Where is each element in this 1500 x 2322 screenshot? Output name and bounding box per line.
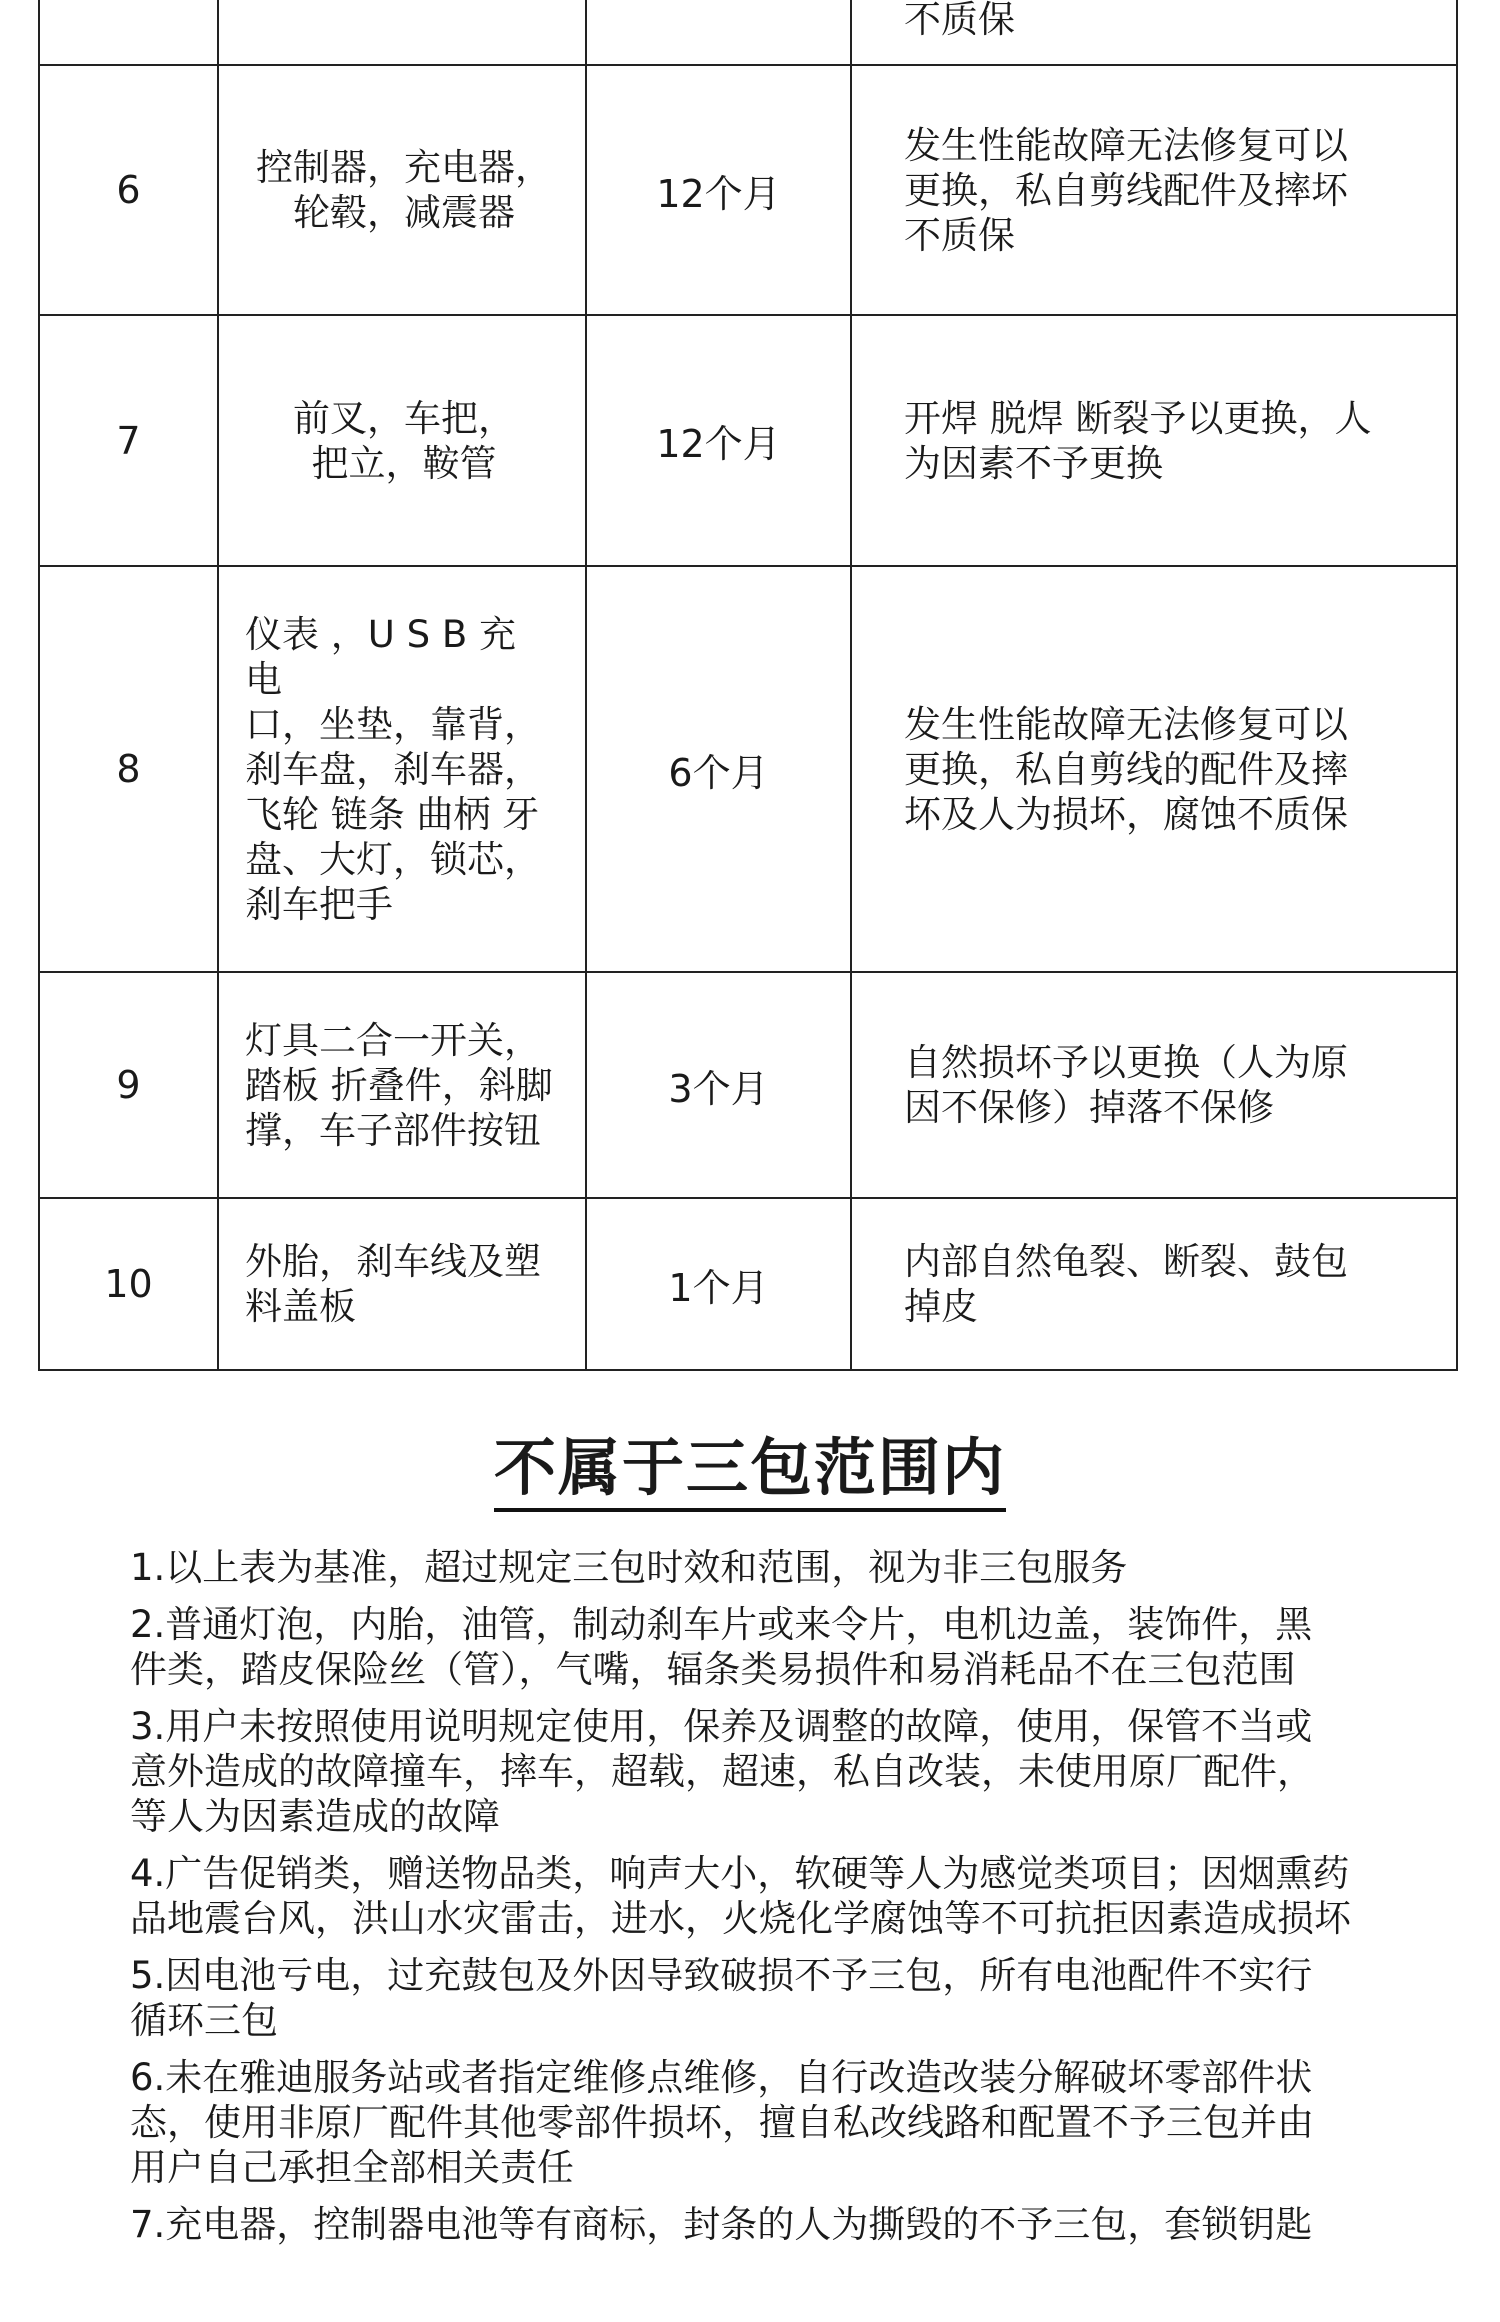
cell-policy — [851, 972, 1457, 1198]
table-row — [39, 1198, 1457, 1370]
parts-line: 把立，鞍管 — [311, 441, 497, 485]
cell-period — [586, 0, 851, 65]
rule-item — [130, 1851, 1380, 1941]
policy-line: 更换，私自剪线的配件及摔 — [904, 747, 1348, 791]
cell-period: 6个月 — [586, 566, 851, 972]
rule-line: 循环三包 — [130, 1999, 278, 2042]
cell-number: 10 — [39, 1198, 218, 1370]
rule-item — [130, 2202, 1380, 2247]
section-title: 不属于三包范围内 — [494, 1431, 1006, 1512]
cell-period: 12个月 — [586, 65, 851, 315]
rule-item — [130, 1704, 1380, 1839]
policy-line: 发生性能故障无法修复可以 — [904, 702, 1348, 746]
parts-line: 踏板 折叠件，斜脚 — [245, 1063, 553, 1107]
cell-policy — [851, 0, 1457, 65]
cell-period: 1个月 — [586, 1198, 851, 1370]
parts-line: 料盖板 — [245, 1285, 356, 1328]
rule-line: 态，使用非原厂配件其他零部件损坏，擅自私改线路和配置不予三包并由 — [130, 2101, 1314, 2144]
table-row — [39, 315, 1457, 566]
policy-line: 自然损坏予以更换（人为原 — [904, 1041, 1348, 1084]
parts-line: 口，坐垫，靠背， — [245, 702, 541, 746]
cell-policy — [851, 65, 1457, 315]
parts-line: 前叉，车把， — [293, 396, 515, 440]
policy-line: 不质保 — [904, 0, 1015, 41]
cell-parts — [218, 972, 586, 1198]
cell-parts — [218, 566, 586, 972]
table-row — [39, 972, 1457, 1198]
policy-line: 因不保修）掉落不保修 — [904, 1086, 1274, 1129]
parts-line: 盘、大灯，锁芯， — [245, 837, 541, 881]
parts-line: 飞轮 链条 曲柄 牙 — [245, 792, 540, 836]
rule-line: 意外造成的故障撞车，摔车，超载，超速，私自改装，未使用原厂配件， — [130, 1750, 1314, 1793]
cell-policy — [851, 315, 1457, 566]
rule-line: 等人为因素造成的故障 — [130, 1795, 500, 1838]
rule-line: 6.未在雅迪服务站或者指定维修点维修，自行改造改装分解破坏零部件状 — [130, 2056, 1313, 2099]
policy-line: 不质保 — [904, 213, 1015, 257]
rule-item — [130, 1602, 1380, 1692]
cell-number — [39, 0, 218, 65]
rule-line: 2.普通灯泡，内胎，油管，制动刹车片或来令片，电机边盖，装饰件，黑 — [130, 1603, 1313, 1646]
rule-line: 4.广告促销类，赠送物品类，响声大小，软硬等人为感觉类项目；因烟熏药 — [130, 1852, 1350, 1895]
cell-number: 8 — [39, 566, 218, 972]
parts-line: 仪表 ，U S B 充 电 — [245, 612, 516, 701]
parts-line: 刹车把手 — [245, 882, 393, 926]
policy-line: 坏及人为损坏，腐蚀不质保 — [904, 792, 1348, 836]
rule-line: 用户自己承担全部相关责任 — [130, 2146, 574, 2189]
section-heading — [0, 1418, 1500, 1507]
exclusion-rules-list — [130, 1545, 1380, 2259]
warranty-table-container — [38, 0, 1456, 1371]
table-row — [39, 65, 1457, 315]
rule-line: 5.因电池亏电，过充鼓包及外因导致破损不予三包，所有电池配件不实行 — [130, 1954, 1313, 1997]
rule-line: 1.以上表为基准，超过规定三包时效和范围，视为非三包服务 — [130, 1546, 1128, 1589]
rule-item — [130, 1545, 1380, 1590]
policy-line: 更换，私自剪线配件及摔坏 — [904, 168, 1348, 212]
cell-policy — [851, 566, 1457, 972]
cell-parts — [218, 65, 586, 315]
cell-number: 7 — [39, 315, 218, 566]
table-row-continued — [39, 0, 1457, 65]
parts-line: 控制器，充电器， — [256, 146, 552, 189]
cell-parts — [218, 0, 586, 65]
cell-parts — [218, 1198, 586, 1370]
parts-line: 撑，车子部件按钮 — [245, 1108, 541, 1152]
cell-number: 9 — [39, 972, 218, 1198]
policy-line: 内部自然龟裂、断裂、鼓包 — [904, 1240, 1348, 1283]
policy-line: 开焊 脱焊 断裂予以更换，人 — [904, 396, 1372, 440]
table-row — [39, 566, 1457, 972]
parts-line: 刹车盘，刹车器， — [245, 747, 541, 791]
parts-line: 外胎，刹车线及塑 — [245, 1240, 541, 1283]
cell-number: 6 — [39, 65, 218, 315]
rule-line: 件类，踏皮保险丝（管），气嘴，辐条类易损件和易消耗品不在三包范围 — [130, 1648, 1296, 1691]
cell-period: 12个月 — [586, 315, 851, 566]
rule-line: 3.用户未按照使用说明规定使用，保养及调整的故障，使用，保管不当或 — [130, 1705, 1313, 1748]
policy-line: 发生性能故障无法修复可以 — [904, 123, 1348, 167]
rule-item — [130, 2055, 1380, 2190]
parts-line: 轮毂，减震器 — [293, 191, 515, 234]
cell-period: 3个月 — [586, 972, 851, 1198]
parts-line: 灯具二合一开关， — [245, 1018, 541, 1062]
rule-line: 品地震台风，洪山水灾雷击，进水，火烧化学腐蚀等不可抗拒因素造成损坏 — [130, 1897, 1351, 1940]
policy-line: 掉皮 — [904, 1285, 978, 1328]
policy-line: 为因素不予更换 — [904, 441, 1163, 485]
cell-policy — [851, 1198, 1457, 1370]
cell-parts — [218, 315, 586, 566]
rule-item — [130, 1953, 1380, 2043]
warranty-table — [38, 0, 1458, 1371]
rule-line: 7.充电器，控制器电池等有商标，封条的人为撕毁的不予三包，套锁钥匙 — [130, 2203, 1313, 2246]
